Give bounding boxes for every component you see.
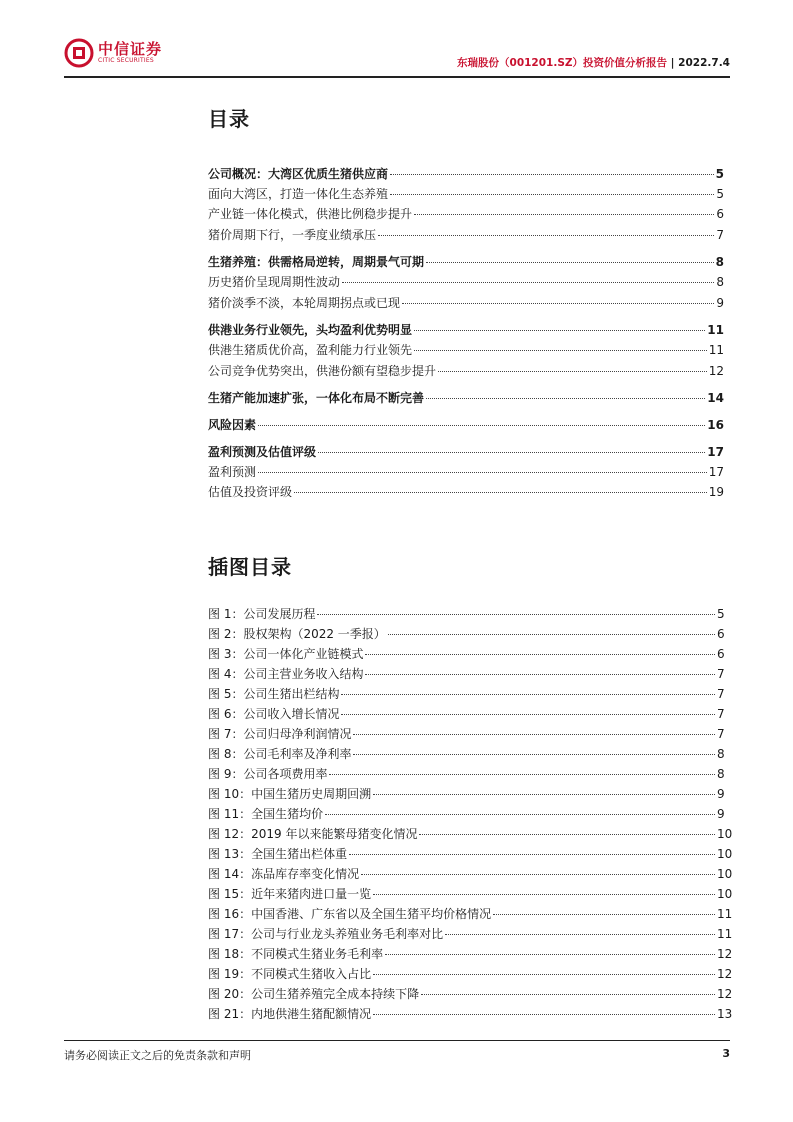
toc-entry[interactable]: 盈利预测 17 (208, 465, 724, 479)
toc-entry[interactable]: 产业链一体化模式，供港比例稳步提升 6 (208, 207, 724, 221)
figure-entry[interactable]: 图 7：公司归母净利润情况 7 (208, 727, 725, 741)
figure-entry[interactable]: 图 8：公司毛利率及净利率 8 (208, 747, 725, 761)
page-header (64, 38, 730, 78)
citic-logo-icon (64, 38, 94, 68)
figure-entry[interactable]: 图 18：不同模式生猪业务毛利率 12 (208, 947, 733, 961)
toc-entry[interactable]: 供港业务行业领先，头均盈利优势明显 11 (208, 323, 724, 337)
toc-entry[interactable]: 猪价周期下行，一季度业绩承压 7 (208, 228, 724, 242)
figure-entry[interactable]: 图 9：公司各项费用率 8 (208, 767, 725, 781)
figure-entry[interactable]: 图 1：公司发展历程 5 (208, 607, 725, 621)
toc-entry[interactable]: 历史猪价呈现周期性波动 8 (208, 275, 724, 289)
toc-entry[interactable]: 盈利预测及估值评级 17 (208, 445, 724, 459)
toc-entry[interactable]: 供港生猪质优价高，盈利能力行业领先 11 (208, 343, 724, 357)
figure-entry[interactable]: 图 6：公司收入增长情况 7 (208, 707, 725, 721)
citic-logo (64, 38, 162, 68)
page-footer (64, 1040, 730, 1062)
figure-entry[interactable]: 图 5：公司生猪出栏结构 7 (208, 687, 725, 701)
page-number: 3 (722, 1047, 730, 1060)
figure-entry[interactable]: 图 14：冻品库存率变化情况 10 (208, 867, 733, 881)
report-date: 2022.7.4 (678, 57, 730, 69)
figure-entry[interactable]: 图 19：不同模式生猪收入占比 12 (208, 967, 733, 981)
figure-entry[interactable]: 图 16：中国香港、广东省以及全国生猪平均价格情况 11 (208, 907, 733, 921)
toc-entry[interactable]: 公司竞争优势突出，供港份额有望稳步提升 12 (208, 364, 724, 378)
figure-entry[interactable]: 图 15：近年来猪肉进口量一览 10 (208, 887, 733, 901)
figure-entry[interactable]: 图 21：内地供港生猪配额情况 13 (208, 1007, 733, 1021)
toc-entry[interactable]: 生猪产能加速扩张，一体化布局不断完善 14 (208, 391, 724, 405)
toc-entry[interactable]: 猪价淡季不淡，本轮周期拐点或已现 9 (208, 296, 724, 310)
report-title (457, 55, 730, 70)
report-title-text: 东瑞股份（001201.SZ）投资价值分析报告 (457, 57, 668, 69)
figure-entry[interactable]: 图 20：公司生猪养殖完全成本持续下降 12 (208, 987, 733, 1001)
toc-entry[interactable]: 估值及投资评级 19 (208, 485, 724, 499)
title-separator: | (670, 57, 675, 69)
figure-list-heading: 插图目录 (208, 555, 292, 579)
logo-chinese-name: 中信证券 (98, 40, 163, 58)
disclaimer-text: 请务必阅读正文之后的免责条款和声明 (64, 1049, 251, 1062)
logo-english-name: CITIC SECURITIES (98, 57, 154, 64)
figure-entry[interactable]: 图 17：公司与行业龙头养殖业务毛利率对比 11 (208, 927, 733, 941)
toc-entry[interactable]: 面向大湾区，打造一体化生态养殖 5 (208, 187, 724, 201)
figure-entry[interactable]: 图 11：全国生猪均价 9 (208, 807, 725, 821)
figure-entry[interactable]: 图 2：股权架构（2022 一季报） 6 (208, 627, 725, 641)
figure-entry[interactable]: 图 10：中国生猪历史周期回溯 9 (208, 787, 725, 801)
figure-entry[interactable]: 图 12：2019 年以来能繁母猪变化情况 10 (208, 827, 733, 841)
figure-entry[interactable]: 图 4：公司主营业务收入结构 7 (208, 667, 725, 681)
figure-entry[interactable]: 图 13：全国生猪出栏体重 10 (208, 847, 733, 861)
toc-entry[interactable]: 公司概况：大湾区优质生猪供应商 5 (208, 167, 724, 181)
toc-heading: 目录 (208, 107, 250, 131)
toc-entry[interactable]: 生猪养殖：供需格局逆转，周期景气可期 8 (208, 255, 724, 269)
toc-entry[interactable]: 风险因素 16 (208, 418, 724, 432)
figure-entry[interactable]: 图 3：公司一体化产业链模式 6 (208, 647, 725, 661)
